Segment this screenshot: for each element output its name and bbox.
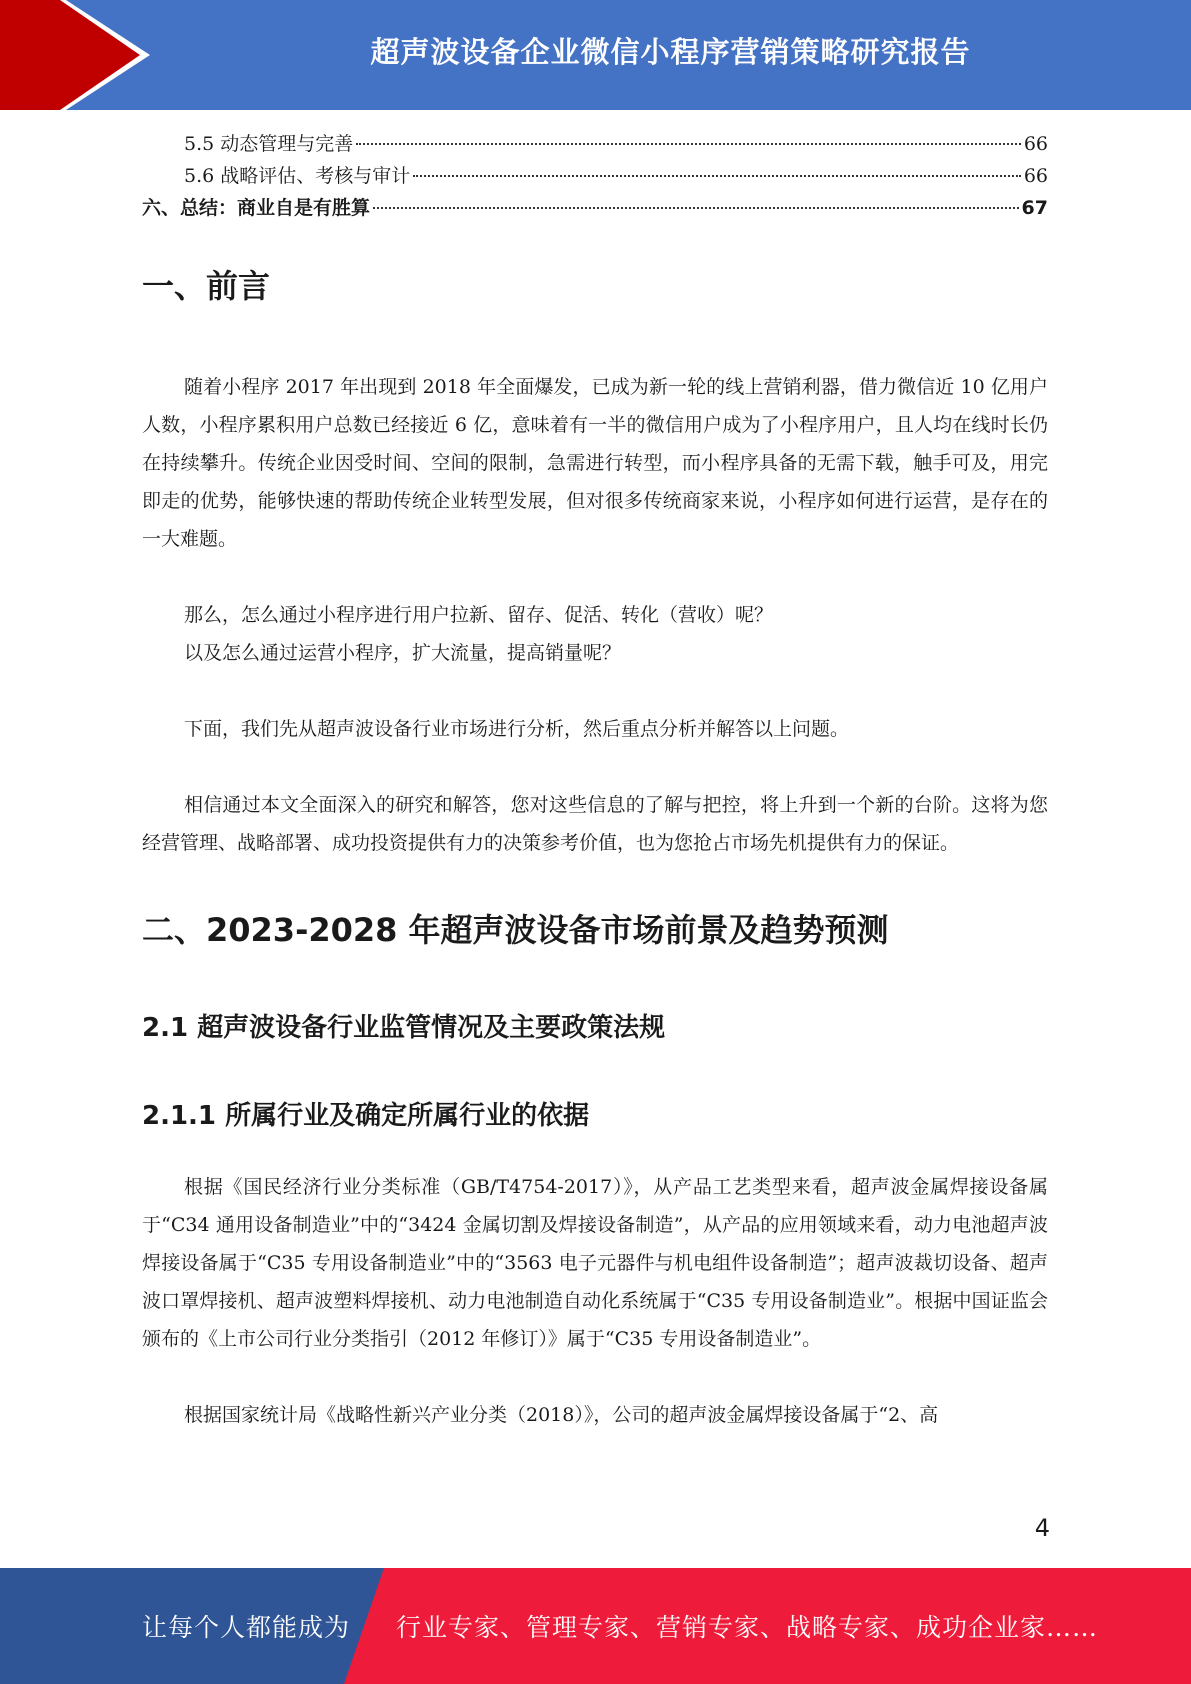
section-heading-preface: 一、前言 <box>142 267 271 305</box>
page-footer <box>0 1568 1191 1684</box>
toc-entry-label: 5.6 战略评估、考核与审计 <box>184 165 411 187</box>
toc-leader <box>373 207 1019 209</box>
footer-slogan-left: 让每个人都能成为 <box>142 1613 351 1642</box>
toc-entry-label: 5.5 动态管理与完善 <box>184 133 354 155</box>
page-number: 4 <box>1034 1514 1050 1542</box>
toc-entry-page: 66 <box>1023 165 1048 187</box>
paragraph: 下面，我们先从超声波设备行业市场进行分析，然后重点分析并解答以上问题。 <box>184 718 850 740</box>
footer-slogan-right: 行业专家、管理专家、营销专家、战略专家、成功企业家…… <box>396 1613 1099 1642</box>
toc-entry[interactable] <box>142 128 1048 160</box>
subsection-heading-regulation: 2.1 超声波设备行业监管情况及主要政策法规 <box>142 1013 666 1043</box>
paragraph: 随着小程序 2017 年出现到 2018 年全面爆发，已成为新一轮的线上营销利器，借力微信近 10 亿用户人数，小程序累积用户总数已经接近 6 亿，意味着有一半的微信用户成为了小程序用户，且人均在线时长仍在持续攀升。传统企业因受时间、空间的限制，急需进行转型，而小程序具备的无需下载，触手可及，用完即走的优势，能够快速的帮助传统企业转型发展，但对很多传统商家来说，小程序如何进行运营，是存在的一大难题。 <box>142 376 1048 550</box>
toc-entry[interactable] <box>142 192 1048 224</box>
toc-entry[interactable] <box>142 160 1048 192</box>
section-heading-market-outlook: 二、2023-2028 年超声波设备市场前景及趋势预测 <box>142 911 889 949</box>
subsection-heading-industry-basis: 2.1.1 所属行业及确定所属行业的依据 <box>142 1101 590 1131</box>
page-header <box>0 0 1191 110</box>
report-title: 超声波设备企业微信小程序营销策略研究报告 <box>370 34 971 69</box>
paragraph: 相信通过本文全面深入的研究和解答，您对这些信息的了解与把控，将上升到一个新的台阶。这将为您经营管理、战略部署、成功投资提供有力的决策参考价值，也为您抢占市场先机提供有力的保证。 <box>142 794 1048 854</box>
toc-entry-page: 67 <box>1021 197 1048 219</box>
paragraph: 根据国家统计局《战略性新兴产业分类（2018）》，公司的超声波金属焊接设备属于“2、高 <box>184 1404 939 1426</box>
paragraph: 以及怎么通过运营小程序，扩大流量，提高销量呢？ <box>184 642 622 664</box>
document-body <box>142 262 1048 1434</box>
toc-entry-label: 六、总结：商业自是有胜算 <box>142 197 371 219</box>
toc-leader <box>356 143 1021 145</box>
toc-leader <box>413 175 1021 177</box>
toc-entry-page: 66 <box>1023 133 1048 155</box>
paragraph: 根据《国民经济行业分类标准（GB/T4754-2017）》，从产品工艺类型来看，超声波金属焊接设备属于“C34 通用设备制造业”中的“3424 金属切割及焊接设备制造”，从产品的应用领域来看，动力电池超声波焊接设备属于“C35 专用设备制造业”中的“3563 电子元器件与机电组件设备制造”；超声波裁切设备、超声波口罩焊接机、超声波塑料焊接机、动力电池制造自动化系统属于“C35 专用设备制造业”。根据中国证监会颁布的《上市公司行业分类指引（2012 年修订）》属于“C35 专用设备制造业”。 <box>142 1176 1048 1350</box>
paragraph: 那么，怎么通过小程序进行用户拉新、留存、促活、转化（营收）呢？ <box>184 604 774 626</box>
table-of-contents <box>142 128 1048 224</box>
